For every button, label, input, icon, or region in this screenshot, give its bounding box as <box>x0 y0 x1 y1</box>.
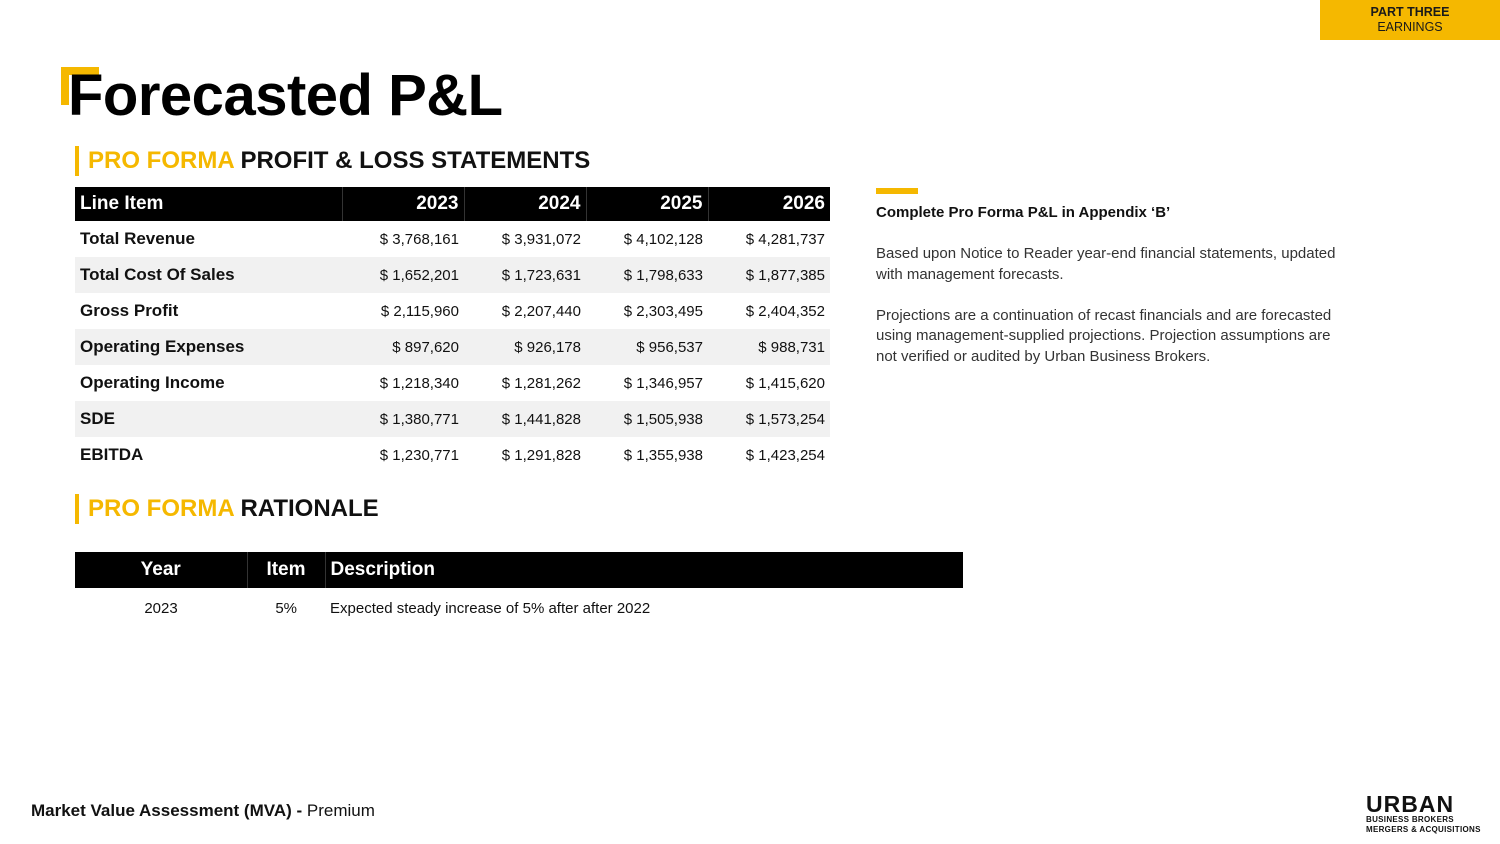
col-header-item: Item <box>247 552 325 588</box>
table-row <box>75 588 963 628</box>
rationale-table-header <box>75 552 963 588</box>
pl-table <box>75 187 830 473</box>
cell-value: $ 988,731 <box>708 329 830 365</box>
cell-item: 5% <box>275 599 297 617</box>
page-title: Forecasted P&L <box>68 63 503 128</box>
urban-logo <box>1366 791 1481 835</box>
row-label: Operating Income <box>80 373 225 392</box>
cell-value: $ 4,102,128 <box>623 230 703 248</box>
col-header-line-item: Line Item <box>75 187 342 221</box>
cell-value: $ 1,380,771 <box>342 401 464 437</box>
cell-value: $ 2,303,495 <box>623 302 703 320</box>
cell-value: $ 1,798,633 <box>586 257 708 293</box>
cell-value: $ 4,281,737 <box>745 230 825 248</box>
row-label: EBITDA <box>80 445 144 464</box>
cell-description: Expected steady increase of 5% after after 2022 <box>330 599 651 617</box>
cell-value: $ 1,505,938 <box>586 401 708 437</box>
cell-value: $ 897,620 <box>342 329 464 365</box>
table-row <box>75 257 830 293</box>
footer <box>31 801 375 821</box>
cell-value: $ 1,291,828 <box>501 446 581 464</box>
cell-value: $ 1,423,254 <box>745 446 825 464</box>
side-notes <box>876 203 1346 388</box>
col-header-description: Description <box>325 552 963 588</box>
side-notes-heading: Complete Pro Forma P&L in Appendix ‘B’ <box>876 204 1171 221</box>
row-label: Total Cost Of Sales <box>75 257 342 293</box>
table-row <box>75 437 830 473</box>
side-notes-paragraph: Projections are a continuation of recast financials and are forecasted using management-supplied projections. Projection assumptions are not verified or audited by Urban Business Brokers. <box>876 306 1332 365</box>
cell-value: $ 1,573,254 <box>708 401 830 437</box>
part-tag-line1: PART THREE <box>1370 5 1450 19</box>
table-row <box>75 401 830 437</box>
row-label: SDE <box>75 401 342 437</box>
row-label: Total Revenue <box>80 229 195 248</box>
part-tag-line2: EARNINGS <box>1377 20 1443 34</box>
col-header-2025: 2025 <box>586 187 708 221</box>
cell-value: $ 1,877,385 <box>708 257 830 293</box>
side-accent-bar <box>876 188 918 194</box>
cell-value: $ 1,415,620 <box>745 374 825 392</box>
pl-table-header <box>75 187 830 221</box>
cell-value: $ 1,281,262 <box>501 374 581 392</box>
table-row <box>75 221 830 257</box>
side-notes-paragraph: Based upon Notice to Reader year-end financial statements, updated with management forecasts. <box>876 245 1336 283</box>
table-row <box>75 329 830 365</box>
cell-value: $ 2,404,352 <box>745 302 825 320</box>
section-heading-rest: RATIONALE <box>240 495 379 522</box>
row-label: Operating Expenses <box>75 329 342 365</box>
section-heading-highlight: PRO FORMA <box>88 147 234 174</box>
cell-value: $ 1,441,828 <box>464 401 586 437</box>
cell-value: $ 2,115,960 <box>380 302 459 320</box>
cell-value: $ 1,723,631 <box>464 257 586 293</box>
cell-value: $ 3,768,161 <box>379 230 459 248</box>
cell-year: 2023 <box>144 599 178 617</box>
cell-value: $ 1,230,771 <box>379 446 459 464</box>
section-heading-pl <box>75 146 590 176</box>
col-header-2024: 2024 <box>464 187 586 221</box>
table-row <box>75 293 830 329</box>
footer-title: Market Value Assessment (MVA) - <box>31 801 303 820</box>
cell-value: $ 1,355,938 <box>623 446 703 464</box>
col-header-2023: 2023 <box>342 187 464 221</box>
col-header-2026: 2026 <box>708 187 830 221</box>
cell-value: $ 1,218,340 <box>379 374 459 392</box>
logo-main-text: URBAN <box>1366 791 1455 817</box>
col-header-year: Year <box>75 552 247 588</box>
cell-value: $ 1,346,957 <box>623 374 703 392</box>
cell-value: $ 956,537 <box>586 329 708 365</box>
table-row <box>75 365 830 401</box>
cell-value: $ 2,207,440 <box>501 302 581 320</box>
cell-value: $ 1,652,201 <box>342 257 464 293</box>
row-label: Gross Profit <box>80 301 179 320</box>
section-heading-highlight: PRO FORMA <box>88 495 234 522</box>
rationale-table <box>75 552 963 628</box>
footer-tier: Premium <box>306 801 375 820</box>
section-heading-rest: PROFIT & LOSS STATEMENTS <box>240 147 591 174</box>
part-tag <box>1320 0 1500 40</box>
cell-value: $ 3,931,072 <box>501 230 581 248</box>
logo-tagline: MERGERS & ACQUISITIONS <box>1366 825 1481 834</box>
cell-value: $ 926,178 <box>464 329 586 365</box>
logo-subtitle: BUSINESS BROKERS <box>1366 815 1454 824</box>
section-heading-rationale <box>75 494 379 524</box>
